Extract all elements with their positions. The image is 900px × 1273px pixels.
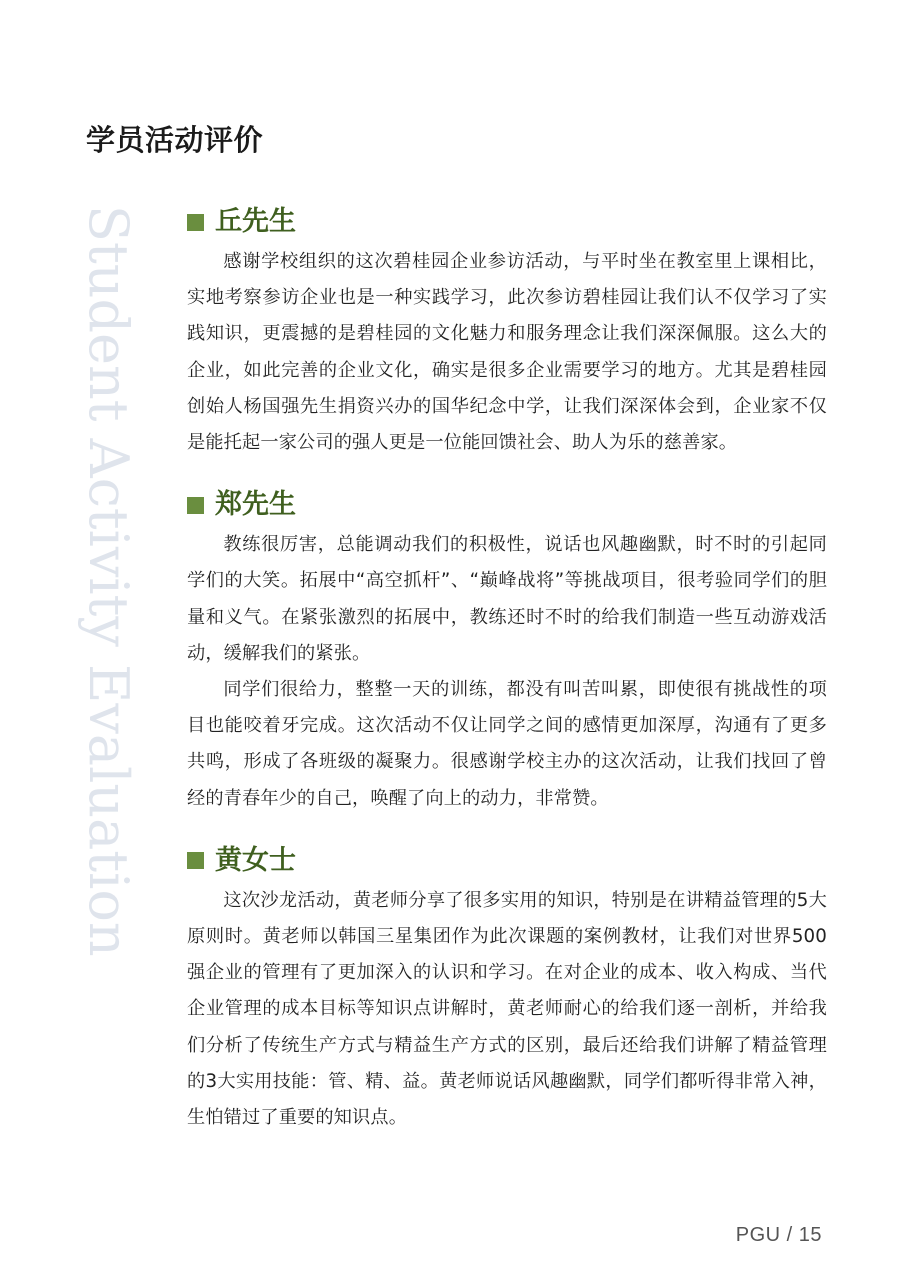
evaluation-content [187,200,827,1158]
paragraph: 同学们很给力，整整一天的训练，都没有叫苦叫累，即使很有挑战性的项目也能咬着牙完成。这次活动不仅让同学之间的感情更加深厚，沟通有了更多共鸣，形成了各班级的凝聚力。很感谢学校主办的这次活动，让我们找回了曾经的青春年少的自己，唤醒了向上的动力，非常赞。 [187,679,827,809]
paragraph: 这次沙龙活动，黄老师分享了很多实用的知识，特别是在讲精益管理的5大原则时。黄老师以韩国三星集团作为此次课题的案例教材，让我们对世界500强企业的管理有了更加深入的认识和学习。在对企业的成本、收入构成、当代企业管理的成本目标等知识点讲解时，黄老师耐心的给我们逐一剖析，并给我们分析了传统生产方式与精益生产方式的区别，最后还给我们讲解了精益管理的3大实用技能：管、精、益。黄老师说话风趣幽默，同学们都听得非常入神，生怕错过了重要的知识点。 [187,889,827,1129]
section-qiu [187,200,827,461]
paragraph: 感谢学校组织的这次碧桂园企业参访活动，与平时坐在教室里上课相比，实地考察参访企业也是一种实践学习，此次参访碧桂园让我们认不仅学习了实践知识，更震撼的是碧桂园的文化魅力和服务理念让我们深深佩服。这么大的企业，如此完善的企业文化，确实是很多企业需要学习的地方。尤其是碧桂园创始人杨国强先生捐资兴办的国华纪念中学，让我们深深体会到，企业家不仅是能托起一家公司的强人更是一位能回馈社会、助人为乐的慈善家。 [187,251,827,454]
green-square-icon [187,497,204,514]
section-title: 丘先生 [215,206,296,237]
watermark-text: Student Activity Evaluation [77,205,140,957]
section-header [187,200,827,244]
green-square-icon [187,214,204,231]
page-number: PGU / 15 [735,1224,822,1246]
page-title: 学员活动评价 [86,123,264,157]
section-zheng [187,483,827,817]
section-huang [187,839,827,1136]
section-title: 郑先生 [215,489,296,521]
section-header [187,483,827,527]
section-header [187,839,827,883]
green-square-icon [187,852,204,869]
section-title: 黄女士 [215,844,296,876]
paragraph: 教练很厉害，总能调动我们的积极性，说话也风趣幽默，时不时的引起同学们的大笑。拓展中“高空抓杆”、“巅峰战将”等挑战项目，很考验同学们的胆量和义气。在紧张激烈的拓展中，教练还时不时的给我们制造一些互动游戏活动，缓解我们的紧张。 [187,534,827,664]
